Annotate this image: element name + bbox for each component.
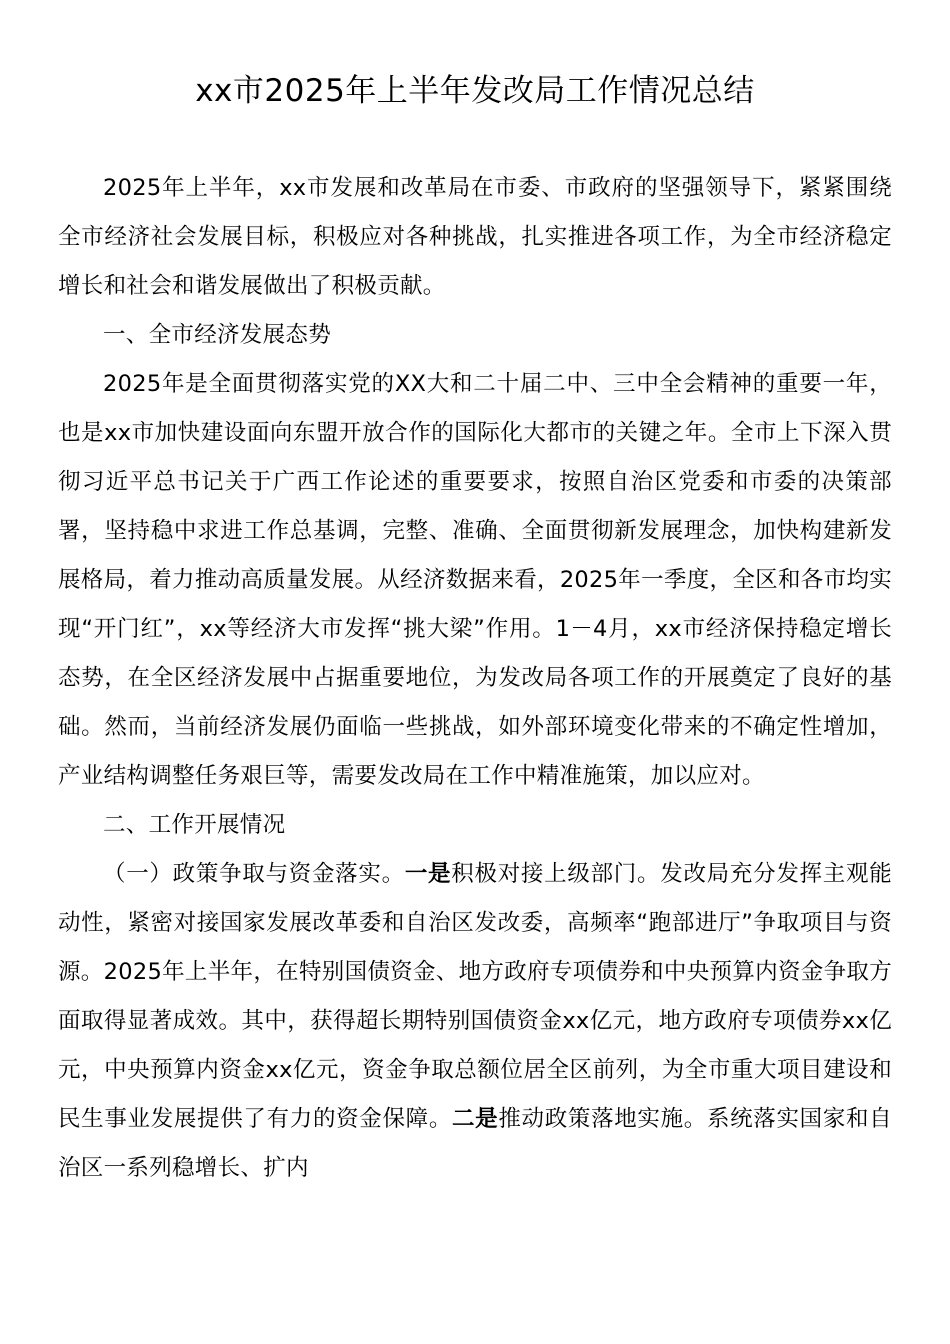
item-label-first: 一是	[404, 861, 452, 887]
intro-paragraph: 2025年上半年，xx市发展和改革局在市委、市政府的坚强领导下，紧紧围绕全市经济社会发展目标，积极应对各种挑战，扎实推进各项工作，为全市经济稳定增长和社会和谐发展做出了积极贡献。	[58, 175, 892, 299]
section-heading-work: 二、工作开展情况	[103, 812, 286, 838]
policy-funding-paragraph	[58, 850, 892, 1193]
item-text-first: 积极对接上级部门。发改局充分发挥主观能动性，紧密对接国家发展改革委和自治区发改委，高频率“跑部进厅”争取项目与资源。2025年上半年，在特别国债资金、地方政府专项债券和中央预算内资金争取方面取得显著成效。其中，获得超长期特别国债资金xx亿元，地方政府专项债券xx亿元，中央预算内资金xx亿元，资金争取总额位居全区前列，为全市重大项目建设和民生事业发展提供了有力的资金保障。	[58, 861, 892, 1132]
economy-paragraph: 2025年是全面贯彻落实党的XX大和二十届二中、三中全会精神的重要一年，也是xx市加快建设面向东盟开放合作的国际化大都市的关键之年。全市上下深入贯彻习近平总书记关于广西工作论述的重要要求，按照自治区党委和市委的决策部署，坚持稳中求进工作总基调，完整、准确、全面贯彻新发展理念，加快构建新发展格局，着力推动高质量发展。从经济数据来看，2025年一季度，全区和各市均实现“开门红”，xx等经济大市发挥“挑大梁”作用。1－4月，xx市经济保持稳定增长态势，在全区经济发展中占据重要地位，为发改局各项工作的开展奠定了良好的基础。然而，当前经济发展仍面临一些挑战，如外部环境变化带来的不确定性增加，产业结构调整任务艰巨等，需要发改局在工作中精准施策，加以应对。	[58, 371, 892, 789]
document-title: xx市2025年上半年发改局工作情况总结	[195, 73, 755, 109]
item-text-second: 推动政策落地实施。系统落实国家和自治区一系列稳增长、扩内	[58, 1106, 892, 1181]
section-heading-economy: 一、全市经济发展态势	[103, 322, 332, 348]
document-body	[58, 164, 892, 1193]
subsection-title: （一）政策争取与资金落实。	[103, 861, 405, 887]
item-label-second: 二是	[452, 1106, 499, 1132]
